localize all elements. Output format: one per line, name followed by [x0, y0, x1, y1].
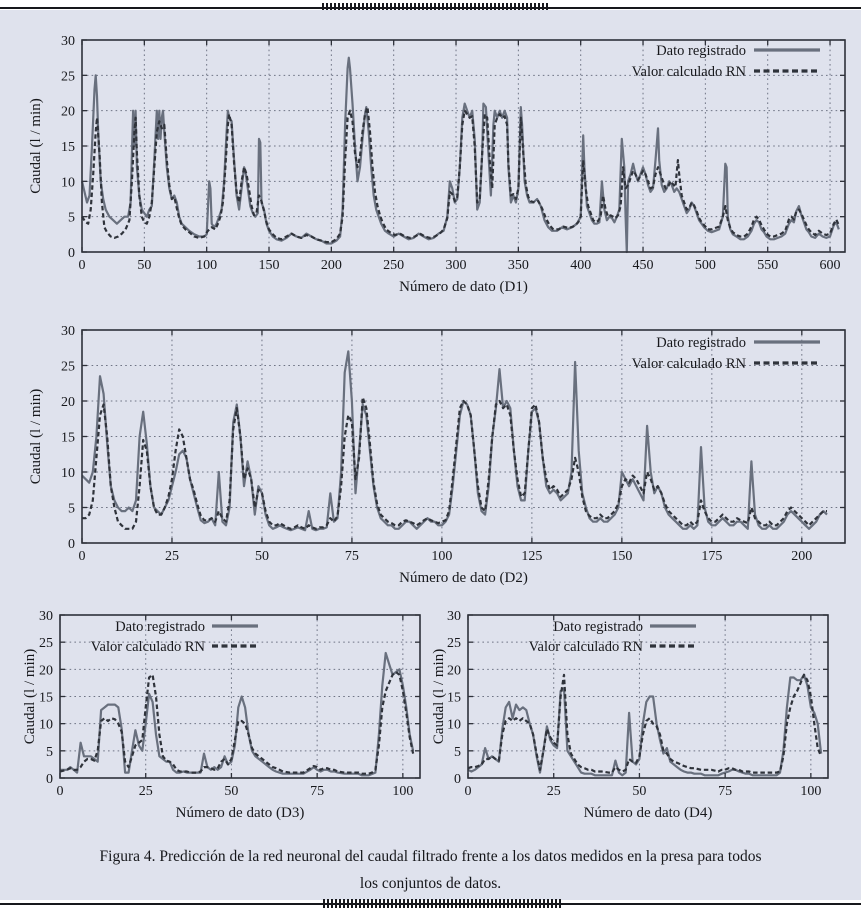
x-tick-label: 150 [258, 258, 280, 273]
chart-svg [0, 28, 861, 312]
chart-svg [0, 600, 431, 832]
y-tick-label: 15 [61, 140, 75, 155]
legend-label: Valor calculado RN [631, 64, 746, 80]
y-tick-label: 0 [68, 537, 75, 552]
x-tick-label: 100 [431, 549, 453, 564]
x-tick-label: 125 [521, 549, 543, 564]
chart-d3 [0, 600, 431, 837]
x-tick-label: 100 [196, 258, 218, 273]
x-tick-label: 400 [570, 258, 592, 273]
chart-svg [0, 315, 861, 599]
y-tick-label: 10 [39, 717, 53, 733]
series-registered-line [82, 58, 839, 252]
x-tick-label: 25 [164, 549, 179, 564]
series-registered-line [60, 653, 413, 775]
y-tick-label: 0 [46, 772, 53, 787]
y-tick-label: 15 [447, 690, 461, 706]
x-tick-label: 50 [224, 784, 239, 799]
x-tick-label: 550 [757, 258, 779, 273]
legend-label: Dato registrado [115, 619, 205, 635]
chart-d1 [0, 28, 861, 317]
series-registered-line [82, 351, 827, 530]
x-tick-label: 100 [800, 784, 822, 799]
series-predicted-line [82, 397, 827, 528]
caption-line-1: Figura 4. Predicción de la red neuronal del caudal filtrado frente a los datos medidos en la presa para todos [99, 848, 762, 865]
x-tick-label: 75 [344, 549, 359, 564]
y-tick-label: 25 [447, 636, 461, 652]
y-tick-label: 30 [39, 609, 53, 624]
x-tick-label: 0 [78, 549, 86, 564]
legend-label: Valor calculado RN [631, 356, 746, 372]
x-tick-label: 0 [464, 784, 472, 799]
x-tick-label: 600 [819, 258, 841, 273]
y-tick-label: 5 [68, 210, 75, 226]
y-tick-label: 30 [61, 324, 75, 339]
y-tick-label: 0 [68, 246, 75, 261]
x-tick-label: 50 [137, 258, 152, 273]
chart-svg [431, 600, 861, 832]
x-tick-label: 250 [383, 258, 405, 273]
x-axis-label: Número de dato (D1) [399, 279, 528, 295]
y-tick-label: 5 [68, 501, 75, 517]
y-axis-label: Caudal (l / min) [22, 648, 38, 745]
y-tick-label: 25 [61, 69, 75, 85]
y-axis-label: Caudal (l / min) [431, 648, 447, 745]
x-tick-label: 0 [56, 784, 64, 799]
chart-d2 [0, 315, 861, 604]
y-tick-label: 25 [39, 636, 53, 652]
y-tick-label: 20 [447, 663, 461, 679]
x-tick-label: 200 [791, 549, 813, 564]
y-axis-label: Caudal (l / min) [28, 98, 44, 194]
x-tick-label: 200 [320, 258, 342, 273]
y-tick-label: 5 [46, 744, 53, 760]
x-tick-label: 350 [507, 258, 529, 273]
y-tick-label: 25 [61, 359, 75, 375]
y-tick-label: 0 [454, 772, 461, 787]
legend-label: Dato registrado [553, 619, 643, 635]
x-tick-label: 75 [718, 784, 733, 799]
y-tick-label: 10 [61, 175, 75, 191]
y-tick-label: 30 [447, 609, 461, 624]
y-tick-label: 20 [61, 395, 75, 410]
x-tick-label: 100 [392, 784, 414, 799]
x-tick-label: 300 [445, 258, 467, 273]
bottom-rule [0, 903, 861, 905]
x-tick-label: 25 [138, 784, 153, 799]
x-tick-label: 25 [546, 784, 561, 799]
y-tick-label: 10 [447, 717, 461, 733]
y-axis-label: Caudal (l / min) [28, 388, 44, 485]
y-tick-label: 10 [61, 466, 75, 481]
x-tick-label: 50 [632, 784, 647, 799]
y-tick-label: 20 [39, 663, 53, 679]
legend-label: Valor calculado RN [528, 639, 643, 655]
x-axis-label: Número de dato (D3) [175, 805, 305, 821]
y-tick-label: 20 [61, 104, 75, 120]
y-tick-label: 15 [39, 690, 53, 706]
x-tick-label: 150 [611, 549, 633, 564]
y-tick-label: 15 [61, 430, 75, 446]
legend-label: Dato registrado [656, 335, 746, 351]
legend-label: Valor calculado RN [90, 639, 205, 655]
x-tick-label: 50 [254, 549, 269, 564]
caption-line-2: los conjuntos de datos. [359, 875, 502, 892]
y-tick-label: 5 [454, 744, 461, 760]
x-axis-label: Número de dato (D2) [399, 570, 528, 586]
x-tick-label: 175 [701, 549, 723, 564]
legend-label: Dato registrado [656, 43, 746, 59]
x-tick-label: 75 [310, 784, 325, 799]
x-tick-label: 450 [632, 258, 654, 273]
y-tick-label: 30 [61, 34, 75, 49]
x-tick-label: 0 [78, 258, 86, 273]
x-tick-label: 500 [694, 258, 716, 273]
chart-d4 [431, 600, 861, 837]
x-axis-label: Número de dato (D4) [583, 805, 713, 821]
figure-caption [0, 843, 861, 897]
